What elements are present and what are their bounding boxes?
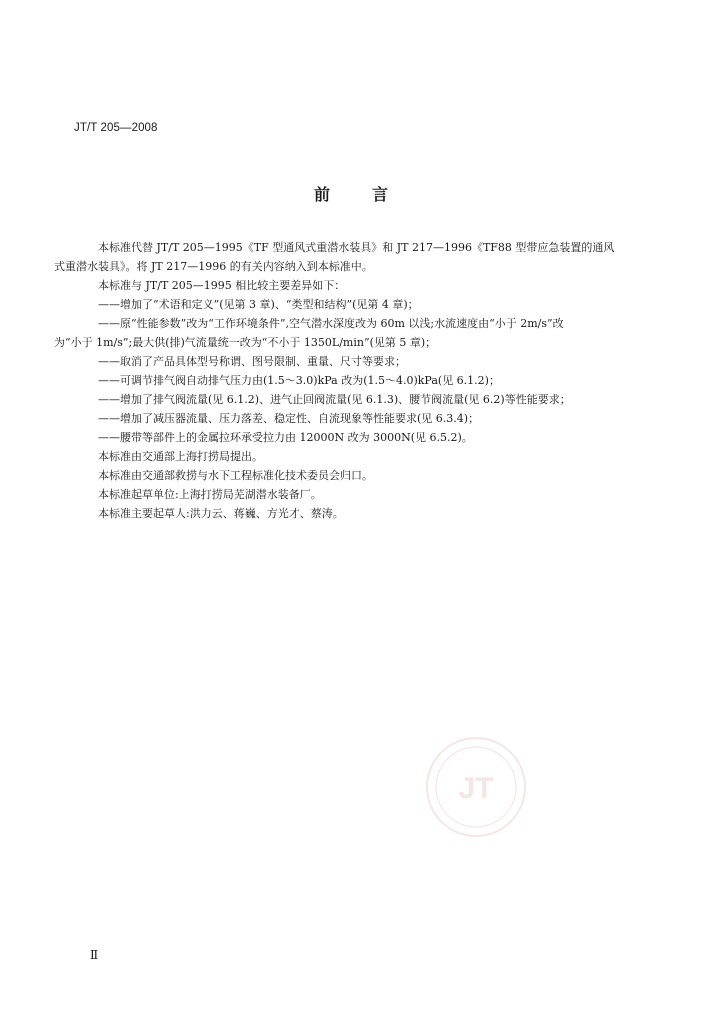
paragraph-line: 本标准由交通部上海打捞局提出。: [98, 450, 263, 463]
standard-number: JT/T 205—2008: [74, 122, 158, 134]
paragraph-2: [76, 276, 636, 295]
page-title: [0, 182, 702, 205]
page-number: Ⅱ: [90, 948, 99, 962]
paragraph-line: ——取消了产品具体型号称谓、图号限制、重量、尺寸等要求；: [98, 355, 406, 368]
paragraph-line: 本标准由交通部救捞与水下工程标准化技术委员会归口。: [98, 469, 373, 482]
paragraph-line: ——原“性能参数”改为“工作环境条件”,空气潜水深度改为 60m 以浅;水流速度由“小于 2m/s”改: [98, 317, 564, 330]
paragraph-line: ——增加了减压器流量、压力落差、稳定性、自流现象等性能要求(见 6.3.4)；: [98, 412, 480, 425]
paragraph-line: 为“小于 1m/s”;最大供(排)气流量统一改为“不小于 1350L/min”(见第 5 章)；: [54, 336, 437, 349]
paragraph-line: ——腰带等部件上的金属拉环承受拉力由 12000N 改为 3000N(见 6.5.2)。: [98, 431, 473, 444]
title-char-1: 前: [313, 185, 330, 204]
list-item-5: [76, 390, 636, 409]
paragraph-responsible: [76, 466, 636, 485]
paragraph-line: 本标准代替 JT/T 205—1995《TF 型通风式重潜水装具》和 JT 217—1996《TF88 型带应急装置的通风: [98, 241, 615, 254]
paragraph-drafters: [76, 504, 636, 523]
paragraph-1: [54, 238, 636, 276]
paragraph-line: 本标准主要起草人:洪力云、蒋巍、方光才、蔡涛。: [98, 507, 344, 520]
list-item-1: [76, 295, 636, 314]
paragraph-proposer: [76, 447, 636, 466]
list-item-6: [76, 409, 636, 428]
list-item-4: [76, 371, 636, 390]
foreword-body: [54, 238, 636, 523]
paragraph-line: 式重潜水装具》。将 JT 217—1996 的有关内容纳入到本标准中。: [54, 260, 373, 273]
paragraph-drafting-unit: [76, 485, 636, 504]
paragraph-line: ——增加了“术语和定义”(见第 3 章)、“类型和结构”(见第 4 章)；: [98, 298, 419, 311]
list-item-7: [76, 428, 636, 447]
paragraph-line: 本标准起草单位:上海打捞局芜湖潜水装备厂。: [98, 488, 322, 501]
title-char-2: 言: [372, 185, 389, 204]
paragraph-line: ——可调节排气阀自动排气压力由(1.5～3.0)kPa 改为(1.5～4.0)kPa(见 6.1.2)；: [98, 374, 500, 387]
list-item-2: [54, 314, 636, 352]
paragraph-line: ——增加了排气阀流量(见 6.1.2)、进气止回阀流量(见 6.1.3)、腰节阀流量(见 6.2)等性能要求；: [98, 393, 571, 406]
svg-text:JT: JT: [458, 772, 494, 805]
jt-seal-watermark: [424, 735, 528, 839]
paragraph-line: 本标准与 JT/T 205—1995 相比较主要差异如下：: [98, 279, 346, 292]
list-item-3: [76, 352, 636, 371]
